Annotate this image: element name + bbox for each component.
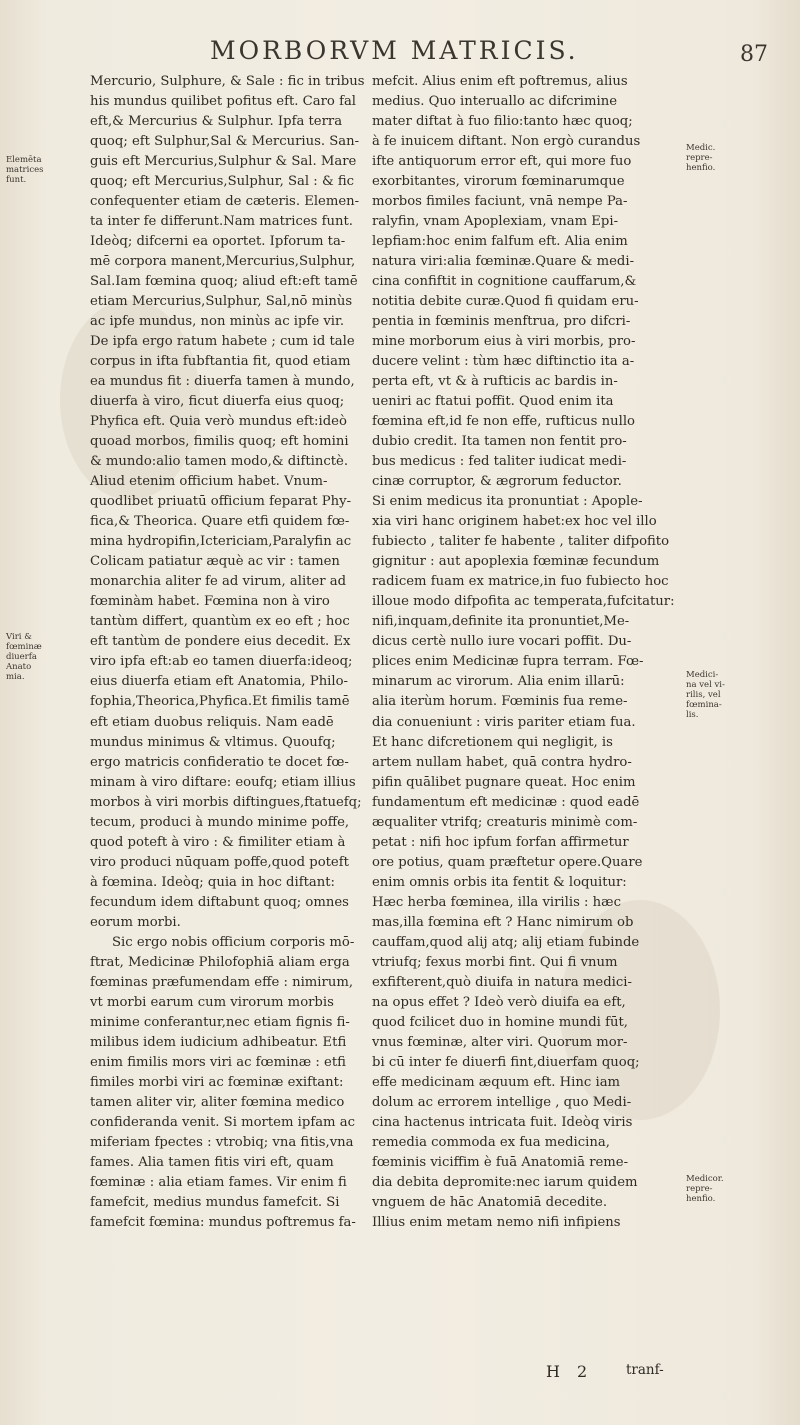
text-line: fecundum idem diftabunt quoq; omnes — [90, 894, 349, 910]
text-line: nifi,inquam,definite ita pronuntiet,Me- — [372, 614, 630, 630]
text-line: milibus idem iudicium adhibeatur. Etfi — [90, 1034, 347, 1050]
text-line: Sic ergo nobis officium corporis mō- — [112, 934, 355, 950]
text-line: ducere velint : tùm hæc diftinctio ita a- — [372, 354, 635, 370]
text-line: dicus certè nullo iure vocari poffit. Du- — [372, 634, 632, 650]
margin-note-line: Medic. — [686, 143, 716, 153]
text-line: quoq; eft Sulphur,Sal & Mercurius. San- — [90, 134, 360, 150]
text-line: etiam Mercurius,Sulphur, Sal,nō minùs — [90, 294, 353, 310]
text-line: mas,illa fœmina eft ? Hanc nimirum ob — [372, 914, 634, 930]
margin-note-anatomy — [6, 632, 66, 682]
text-line: minarum ac virorum. Alia enim illarū: — [372, 674, 625, 690]
text-line: fœmina eft,id fe non effe, rufticus nullo — [372, 414, 635, 430]
margin-note-line: funt. — [6, 175, 27, 185]
text-line: cinæ corruptor, & ægrorum feductor. — [372, 474, 622, 490]
text-line: fœminæ : alia etiam fames. Vir enim fi — [90, 1174, 347, 1190]
text-line: fica,& Theorica. Quare etfi quidem fœ- — [90, 514, 350, 530]
text-line: cauffam,quod alij atq; alij etiam fubinde — [372, 934, 640, 950]
text-line: petat : nifi hoc ipfum forfan affirmetur — [372, 834, 629, 850]
catchword: tranf- — [626, 1362, 664, 1378]
margin-note-line: na vel vi- — [686, 680, 725, 690]
text-line: minime conferantur,nec etiam fignis fi- — [90, 1014, 350, 1030]
margin-note-line: fœminæ — [6, 642, 42, 652]
text-line: corpus in ifta fubftantia fit, quod etiam — [90, 354, 351, 370]
text-line: enim fimilis mors viri ac fœminæ : etfi — [90, 1054, 346, 1070]
text-line: Ideòq; difcerni ea oportet. Ipforum ta- — [90, 234, 346, 250]
text-line: mefcit. Alius enim eft poftremus, alius — [372, 74, 628, 89]
text-line: tamen aliter vir, aliter fœmina medico — [90, 1094, 345, 1110]
text-line: vt morbi earum cum virorum morbis — [90, 994, 334, 1010]
text-line: æqualiter vtrifq; creaturis minimè com- — [372, 814, 638, 830]
text-line: eft etiam duobus reliquis. Nam eadē — [90, 714, 334, 730]
margin-note-line: repre- — [686, 1184, 713, 1194]
text-line: cina confiftit in cognitione cauffarum,& — [372, 274, 637, 290]
text-line: morbos à viri morbis diftingues,ftatuefq; — [90, 794, 362, 810]
text-line: ralyfin, vnam Apoplexiam, vnam Epi- — [372, 214, 619, 230]
text-line: Mercurio, Sulphure, & Sale : fic in tribus — [90, 74, 365, 89]
text-line: vnus fœminæ, alter viri. Quorum mor- — [372, 1034, 628, 1050]
text-line: vnguem de hāc Anatomiā decedite. — [372, 1194, 608, 1210]
text-line: eft tantùm de pondere eius decedit. Ex — [90, 634, 351, 650]
text-line: ergo matricis confideratio te docet fœ- — [90, 754, 349, 770]
text-line: Hæc herba fœminea, illa virilis : hæc — [372, 894, 621, 910]
text-line: Phyfica eft. Quia verò mundus eft:ideò — [90, 414, 347, 430]
margin-note-medicine — [686, 670, 746, 720]
text-line: Si enim medicus ita pronuntiat : Apople- — [372, 494, 643, 510]
text-line: fundamentum eft medicinæ : quod eadē — [372, 794, 640, 810]
margin-note-line: mia. — [6, 672, 25, 682]
text-line: guis eft Mercurius,Sulphur & Sal. Mare — [90, 154, 357, 170]
text-line: De ipfa ergo ratum habete ; cum id tale — [90, 334, 355, 350]
margin-note-line: diuerfa — [6, 652, 37, 662]
text-line: Colicam patiatur æquè ac vir : tamen — [90, 554, 340, 570]
margin-note-line: Elemēta — [6, 155, 42, 165]
text-line: eius diuerfa etiam eft Anatomia, Philo- — [90, 674, 349, 690]
margin-note-line: repre- — [686, 153, 713, 163]
running-head: MORBORVM MATRICIS. — [210, 36, 579, 65]
text-line: ta inter fe differunt.Nam matrices funt. — [90, 214, 353, 230]
margin-note-line: Medicor. — [686, 1174, 724, 1184]
text-line: ea mundus fit : diuerfa tamen à mundo, — [90, 374, 355, 390]
text-line: alia iterùm horum. Fœminis fua reme- — [372, 694, 628, 710]
text-line: mundus minimus & vltimus. Quoufq; — [90, 734, 336, 750]
text-line: ftrat, Medicinæ Philofophiā aliam erga — [90, 954, 350, 970]
text-line: perta eft, vt & à rufticis ac bardis in- — [372, 374, 618, 390]
text-line: radicem fuam ex matrice,in fuo fubiecto hoc — [372, 574, 669, 590]
text-line: fames. Alia tamen fitis viri eft, quam — [90, 1154, 334, 1170]
text-line: quod poteft à viro : & fimiliter etiam à — [90, 834, 346, 850]
text-line: exfifterent,quò diuifa in natura medici- — [372, 974, 632, 990]
text-line: confideranda venit. Si mortem ipfam ac — [90, 1114, 356, 1130]
text-line: pentia in fœminis menftrua, pro difcri- — [372, 314, 631, 330]
text-line: minam à viro diftare: eoufq; etiam illius — [90, 774, 356, 790]
text-line: cina hactenus intricata fuit. Ideòq viris — [372, 1114, 633, 1130]
text-line: Et hanc difcretionem qui negligit, is — [372, 734, 613, 750]
text-line: quoad morbos, fimilis quoq; eft homini — [90, 434, 349, 450]
text-line: viro produci nūquam poffe,quod poteft — [90, 854, 349, 870]
text-line: eorum morbi. — [90, 914, 181, 930]
text-line: fœminàm habet. Fœmina non à viro — [90, 594, 330, 610]
text-line: artem nullam habet, quā contra hydro- — [372, 754, 632, 770]
text-line: viro ipfa eft:ab eo tamen diuerfa:ideoq; — [90, 654, 353, 670]
text-line: dia conueniunt : viris pariter etiam fua. — [372, 714, 636, 730]
margin-note-line: Medici- — [686, 670, 719, 680]
text-line: xia viri hanc originem habet:ex hoc vel illo — [372, 514, 657, 530]
text-line: enim omnis orbis ita fentit & loquitur: — [372, 874, 627, 890]
text-line: miferiam fpectes : vtrobiq; vna fitis,vna — [90, 1134, 354, 1150]
text-line: effe medicinam æquum eft. Hinc iam — [372, 1074, 621, 1090]
text-line: fophia,Theorica,Phyfica.Et fimilis tamē — [90, 694, 350, 710]
margin-note-line: henfio. — [686, 163, 716, 173]
text-line: tantùm differt, quantùm ex eo eft ; hoc — [90, 614, 350, 630]
margin-note-physicians — [686, 1174, 746, 1204]
text-line: medius. Quo interuallo ac difcrimine — [372, 94, 617, 110]
margin-note-line: Viri & — [6, 632, 32, 642]
margin-note-reprehension — [686, 143, 746, 173]
text-line: diuerfa à viro, ficut diuerfa eius quoq; — [90, 394, 345, 410]
text-line: fimiles morbi viri ac fœminæ exiftant: — [90, 1074, 344, 1090]
text-line: Sal.Iam fœmina quoq; aliud eft:eft tamē — [90, 274, 358, 290]
left-text-column — [90, 72, 365, 1233]
text-line: notitia debite curæ.Quod fi quidam eru- — [372, 294, 639, 310]
text-line: ore potius, quam præftetur opere.Quare — [372, 854, 643, 870]
right-text-column — [372, 72, 677, 1233]
margin-note-line: fœmina- — [686, 700, 722, 710]
text-line: & mundo:alio tamen modo,& diftinctè. — [90, 454, 349, 470]
text-line: fubiecto , taliter fe habente , taliter difpofito — [372, 534, 670, 550]
text-line: mater diftat à fuo filio:tanto hæc quoq; — [372, 114, 633, 130]
page-number: 87 — [740, 42, 768, 67]
margin-note-line: Anato — [6, 662, 32, 672]
margin-note-line: lis. — [686, 710, 699, 720]
text-line: à fe inuicem diftant. Non ergò curandus — [372, 134, 641, 150]
text-line: mē corpora manent,Mercurius,Sulphur, — [90, 254, 356, 270]
text-line: na opus effet ? Ideò verò diuifa ea eft, — [372, 994, 626, 1010]
text-line: bus medicus : fed taliter iudicat medi- — [372, 454, 627, 470]
text-line: dubio credit. Ita tamen non fentit pro- — [372, 434, 627, 450]
text-line: fœminas præfumendam effe : nimirum, — [90, 974, 354, 990]
text-line: dia debita depromite:nec iarum quidem — [372, 1174, 638, 1190]
text-line: ac ipfe mundus, non minùs ac ipfe vir. — [90, 314, 345, 330]
text-line: quoq; eft Mercurius,Sulphur, Sal : & fic — [90, 174, 355, 190]
text-line: gignitur : aut apoplexia fœminæ fecundum — [372, 554, 660, 570]
text-line: fœminis viciffim è fuā Anatomiā reme- — [372, 1154, 629, 1170]
text-line: mine morborum eius à viri morbis, pro- — [372, 334, 636, 350]
text-line: bi cū inter fe diuerfi fint,diuerfam quoq; — [372, 1054, 640, 1070]
margin-note-line: matrices — [6, 165, 44, 175]
text-line: natura viri:alia fœminæ.Quare & medi- — [372, 254, 635, 270]
text-line: quodlibet priuatū officium feparat Phy- — [90, 494, 352, 510]
text-line: illoue modo difpofita ac temperata,fufcitatur: — [372, 594, 675, 610]
text-line: his mundus quilibet pofitus eft. Caro fal — [90, 94, 357, 110]
text-line: pifin quālibet pugnare queat. Hoc enim — [372, 774, 636, 790]
text-line: plices enim Medicinæ fupra terram. Fœ- — [372, 654, 644, 670]
text-line: vtriufq; fexus morbi fint. Qui fi vnum — [372, 954, 618, 970]
margin-note-line: henfio. — [686, 1194, 716, 1204]
text-line: lepfiam:hoc enim falfum eft. Alia enim — [372, 234, 628, 250]
text-line: ifte antiquorum error eft, qui more fuo — [372, 154, 632, 170]
text-line: morbos fimiles faciunt, vnā nempe Pa- — [372, 194, 628, 210]
text-line: ueniri ac ftatui poffit. Quod enim ita — [372, 394, 614, 410]
text-line: dolum ac errorem intellige , quo Medi- — [372, 1094, 632, 1110]
text-line: Illius enim metam nemo nifi infipiens — [372, 1214, 621, 1230]
text-line: monarchia aliter fe ad virum, aliter ad — [90, 574, 347, 590]
text-line: tecum, produci à mundo minime poffe, — [90, 814, 350, 830]
margin-note-elements — [6, 155, 66, 185]
signature-mark: H 2 — [546, 1362, 594, 1381]
text-line: confequenter etiam de cæteris. Elemen- — [90, 194, 360, 210]
text-line: eft,& Mercurius & Sulphur. Ipfa terra — [90, 114, 343, 130]
text-line: exorbitantes, virorum fœminarumque — [372, 174, 625, 190]
text-line: à fœmina. Ideòq; quia in hoc diftant: — [90, 874, 335, 890]
text-line: Aliud etenim officium habet. Vnum- — [90, 474, 328, 490]
text-line: famefcit, medius mundus famefcit. Si — [90, 1194, 340, 1210]
text-line: mina hydropifin,Ictericiam,Paralyfin ac — [90, 534, 352, 550]
margin-note-line: rilis, vel — [686, 690, 721, 700]
text-line: quod fcilicet duo in homine mundi fūt, — [372, 1014, 628, 1030]
text-line: famefcit fœmina: mundus poftremus fa- — [90, 1214, 356, 1230]
text-line: remedia commoda ex fua medicina, — [372, 1134, 610, 1150]
